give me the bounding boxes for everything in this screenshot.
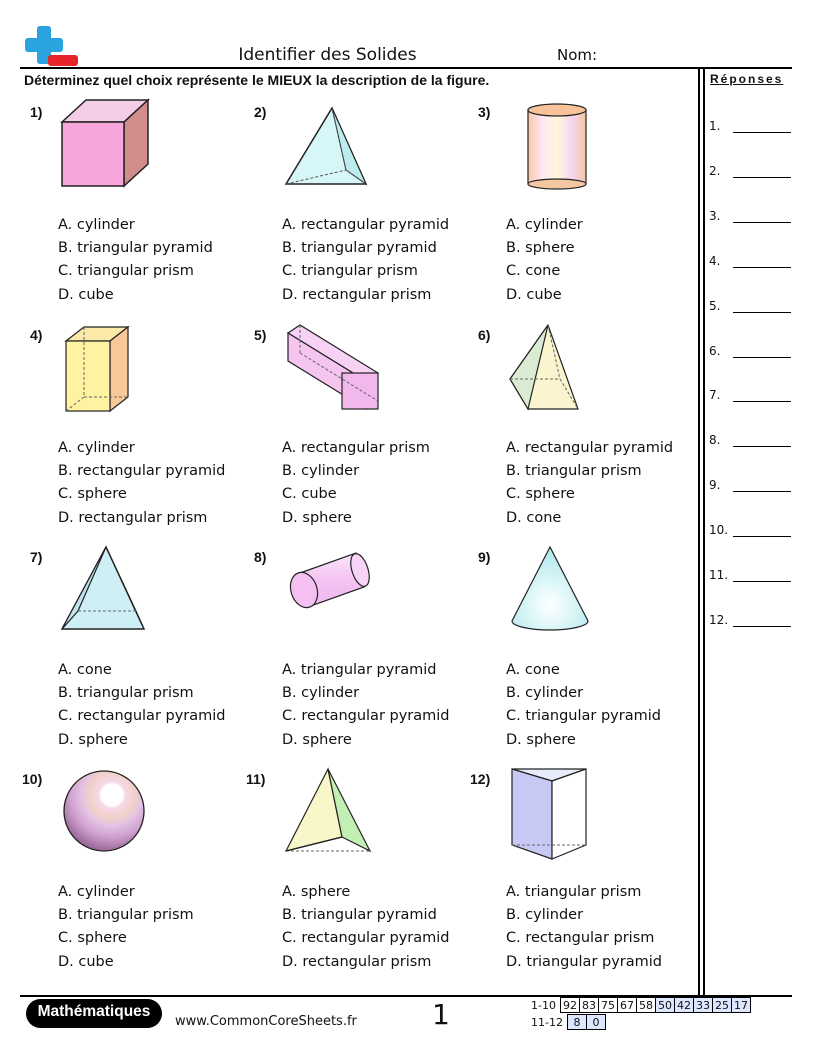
cylinder-horizontal-figure-icon: [284, 543, 384, 643]
answer-options: [506, 214, 583, 307]
instructions: Déterminez quel choix représente le MIEUX la description de la figure.: [24, 72, 490, 88]
answer-option[interactable]: C. triangular prism: [58, 263, 194, 280]
answer-option[interactable]: C. sphere: [58, 930, 127, 947]
answer-option[interactable]: B. cylinder: [506, 685, 584, 702]
question-item: [30, 104, 254, 326]
answer-options: [58, 437, 225, 530]
answer-option[interactable]: A. cylinder: [506, 217, 583, 233]
score-cell: 50: [655, 998, 674, 1013]
answer-option[interactable]: A. triangular pyramid: [282, 662, 437, 678]
question-item: [254, 327, 478, 549]
answer-option[interactable]: C. sphere: [506, 486, 575, 503]
answer-line[interactable]: [733, 222, 791, 223]
worksheet-title: Identifier des Solides: [238, 45, 417, 65]
score-cell: 83: [579, 998, 598, 1013]
score-cell: 75: [598, 998, 617, 1013]
answer-number: 5.: [709, 298, 721, 313]
score-row-label: 11-12: [531, 1015, 563, 1029]
answer-number: 9.: [709, 478, 721, 493]
answer-number: 4.: [709, 253, 721, 268]
answer-option[interactable]: D. sphere: [282, 731, 352, 748]
question-item: [254, 104, 478, 326]
answer-option[interactable]: D. sphere: [506, 731, 576, 748]
question-number: 1): [30, 104, 43, 120]
answer-options: [506, 659, 661, 752]
question-number: 4): [30, 327, 43, 343]
answer-line[interactable]: [733, 177, 791, 178]
answer-number: 1.: [709, 119, 721, 133]
answer-option[interactable]: B. rectangular pyramid: [58, 463, 226, 480]
answer-option[interactable]: C. triangular pyramid: [506, 708, 661, 725]
answer-options: [506, 437, 673, 530]
answer-option[interactable]: D. sphere: [58, 731, 128, 748]
score-cell: 0: [586, 1015, 605, 1030]
cube-figure-icon: [60, 98, 160, 198]
answer-option[interactable]: B. cylinder: [282, 463, 360, 480]
answer-option[interactable]: B. triangular prism: [58, 907, 194, 924]
answer-number: 11.: [709, 568, 729, 582]
score-cell: 92: [560, 998, 579, 1013]
answer-option[interactable]: C. rectangular pyramid: [58, 708, 226, 725]
answer-options: [58, 881, 194, 974]
question-number: 12): [470, 771, 491, 787]
sphere-figure-icon: [60, 765, 160, 865]
answer-option[interactable]: C. rectangular pyramid: [282, 930, 450, 947]
answer-option[interactable]: A. triangular prism: [506, 884, 642, 900]
rectangular-prism-tilted-figure-icon: [284, 321, 384, 421]
answer-option[interactable]: A. cylinder: [58, 440, 135, 456]
answer-option[interactable]: D. rectangular prism: [282, 953, 432, 970]
answer-line[interactable]: [733, 491, 791, 492]
answer-option[interactable]: D. cube: [58, 953, 114, 970]
answer-options: [58, 214, 213, 307]
question-item: [470, 771, 694, 993]
score-cell: 58: [636, 998, 655, 1013]
answer-option[interactable]: A. sphere: [282, 884, 351, 900]
answer-option[interactable]: B. cylinder: [282, 685, 360, 702]
score-cell: 33: [693, 998, 712, 1013]
answer-option[interactable]: C. sphere: [58, 486, 127, 503]
question-number: 5): [254, 327, 267, 343]
cone-figure-icon: [508, 543, 608, 643]
name-label: Nom:: [557, 46, 598, 64]
score-row-label: 1-10: [531, 998, 556, 1012]
rectangular-pyramid-wide-figure-icon: [60, 543, 160, 643]
question-item: [254, 549, 478, 771]
answer-line[interactable]: [733, 312, 791, 313]
answer-option[interactable]: B. triangular prism: [506, 463, 642, 480]
answer-option[interactable]: A. cone: [58, 662, 112, 678]
answer-option[interactable]: B. sphere: [506, 240, 575, 257]
answer-option[interactable]: A. rectangular pyramid: [506, 440, 674, 456]
answer-number: 7.: [709, 388, 721, 403]
answer-option[interactable]: A. cylinder: [58, 884, 135, 900]
answer-option[interactable]: D. triangular pyramid: [506, 953, 663, 970]
answer-options: [58, 659, 226, 752]
score-cell: 25: [712, 998, 731, 1013]
score-cell: 8: [567, 1015, 586, 1030]
answer-option[interactable]: A. rectangular prism: [282, 440, 430, 456]
answer-number: 8.: [709, 433, 721, 448]
answer-option[interactable]: D. rectangular prism: [58, 509, 208, 526]
question-item: [30, 327, 254, 549]
answer-number: 3.: [709, 208, 721, 223]
question-number: 9): [478, 549, 491, 565]
triangular-pyramid-figure-icon: [284, 98, 384, 198]
answer-number: 12.: [709, 612, 729, 627]
question-number: 7): [30, 549, 43, 565]
question-item: [22, 771, 246, 993]
answer-line[interactable]: [733, 626, 791, 627]
answer-number: 6.: [709, 343, 721, 358]
question-item: [246, 771, 470, 993]
answer-number: 10.: [709, 523, 729, 538]
score-cell: 42: [674, 998, 693, 1013]
answer-option[interactable]: C. rectangular pyramid: [282, 708, 450, 725]
question-item: [478, 104, 702, 326]
answers-title: Réponses: [710, 72, 784, 86]
answer-line[interactable]: [733, 357, 791, 358]
answer-option[interactable]: C. rectangular prism: [506, 930, 655, 947]
answer-option[interactable]: D. cone: [506, 509, 562, 526]
header-divider: [20, 67, 792, 69]
answer-options: [282, 881, 450, 974]
answer-line[interactable]: [733, 536, 791, 537]
cylinder-figure-icon: [508, 98, 608, 198]
answer-line[interactable]: [733, 446, 791, 447]
answer-options: [282, 437, 430, 530]
question-number: 3): [478, 104, 491, 120]
answer-line[interactable]: [733, 581, 791, 582]
site-url: www.CommonCoreSheets.fr: [175, 1014, 357, 1029]
answer-option[interactable]: B. triangular pyramid: [282, 240, 437, 257]
answer-column-divider: [703, 67, 705, 996]
answer-option[interactable]: A. rectangular pyramid: [282, 217, 450, 233]
answer-option[interactable]: B. triangular pyramid: [58, 240, 213, 257]
brand-label: Mathématiques: [37, 1003, 151, 1020]
question-number: 11): [246, 771, 266, 787]
score-cell: 67: [617, 998, 636, 1013]
question-item: [478, 549, 702, 771]
answer-option[interactable]: B. triangular pyramid: [282, 907, 437, 924]
question-number: 10): [22, 771, 43, 787]
question-number: 8): [254, 549, 267, 565]
answer-options: [506, 881, 662, 974]
triangular-pyramid-green-figure-icon: [284, 765, 384, 865]
answer-line[interactable]: [733, 132, 791, 133]
answer-option[interactable]: D. sphere: [282, 509, 352, 526]
triangular-prism-figure-icon: [508, 765, 608, 865]
page-number: 1: [432, 998, 450, 1031]
score-table-row-2: [529, 1014, 606, 1030]
answer-line[interactable]: [733, 267, 791, 268]
question-number: 6): [478, 327, 491, 343]
plus-minus-logo-icon: [24, 24, 80, 68]
answer-option[interactable]: D. cube: [58, 286, 114, 303]
answer-option[interactable]: B. triangular prism: [58, 685, 194, 702]
answer-line[interactable]: [733, 401, 791, 402]
rectangular-prism-figure-icon: [60, 321, 160, 421]
answer-option[interactable]: C. cube: [282, 486, 337, 503]
answer-option[interactable]: C. triangular prism: [282, 263, 418, 280]
question-item: [30, 549, 254, 771]
score-cell: 17: [731, 998, 750, 1013]
answer-options: [282, 659, 450, 752]
rectangular-pyramid-figure-icon: [508, 321, 608, 421]
question-number: 2): [254, 104, 267, 120]
score-table-row-1: [529, 997, 751, 1013]
answer-option[interactable]: B. cylinder: [506, 907, 584, 924]
answer-option[interactable]: D. cube: [506, 286, 562, 303]
answer-number: 2.: [709, 163, 721, 178]
answer-option[interactable]: D. rectangular prism: [282, 286, 432, 303]
answer-options: [282, 214, 449, 307]
answer-option[interactable]: C. cone: [506, 263, 561, 280]
answer-option[interactable]: A. cylinder: [58, 217, 135, 233]
answer-option[interactable]: A. cone: [506, 662, 560, 678]
question-item: [478, 327, 702, 549]
